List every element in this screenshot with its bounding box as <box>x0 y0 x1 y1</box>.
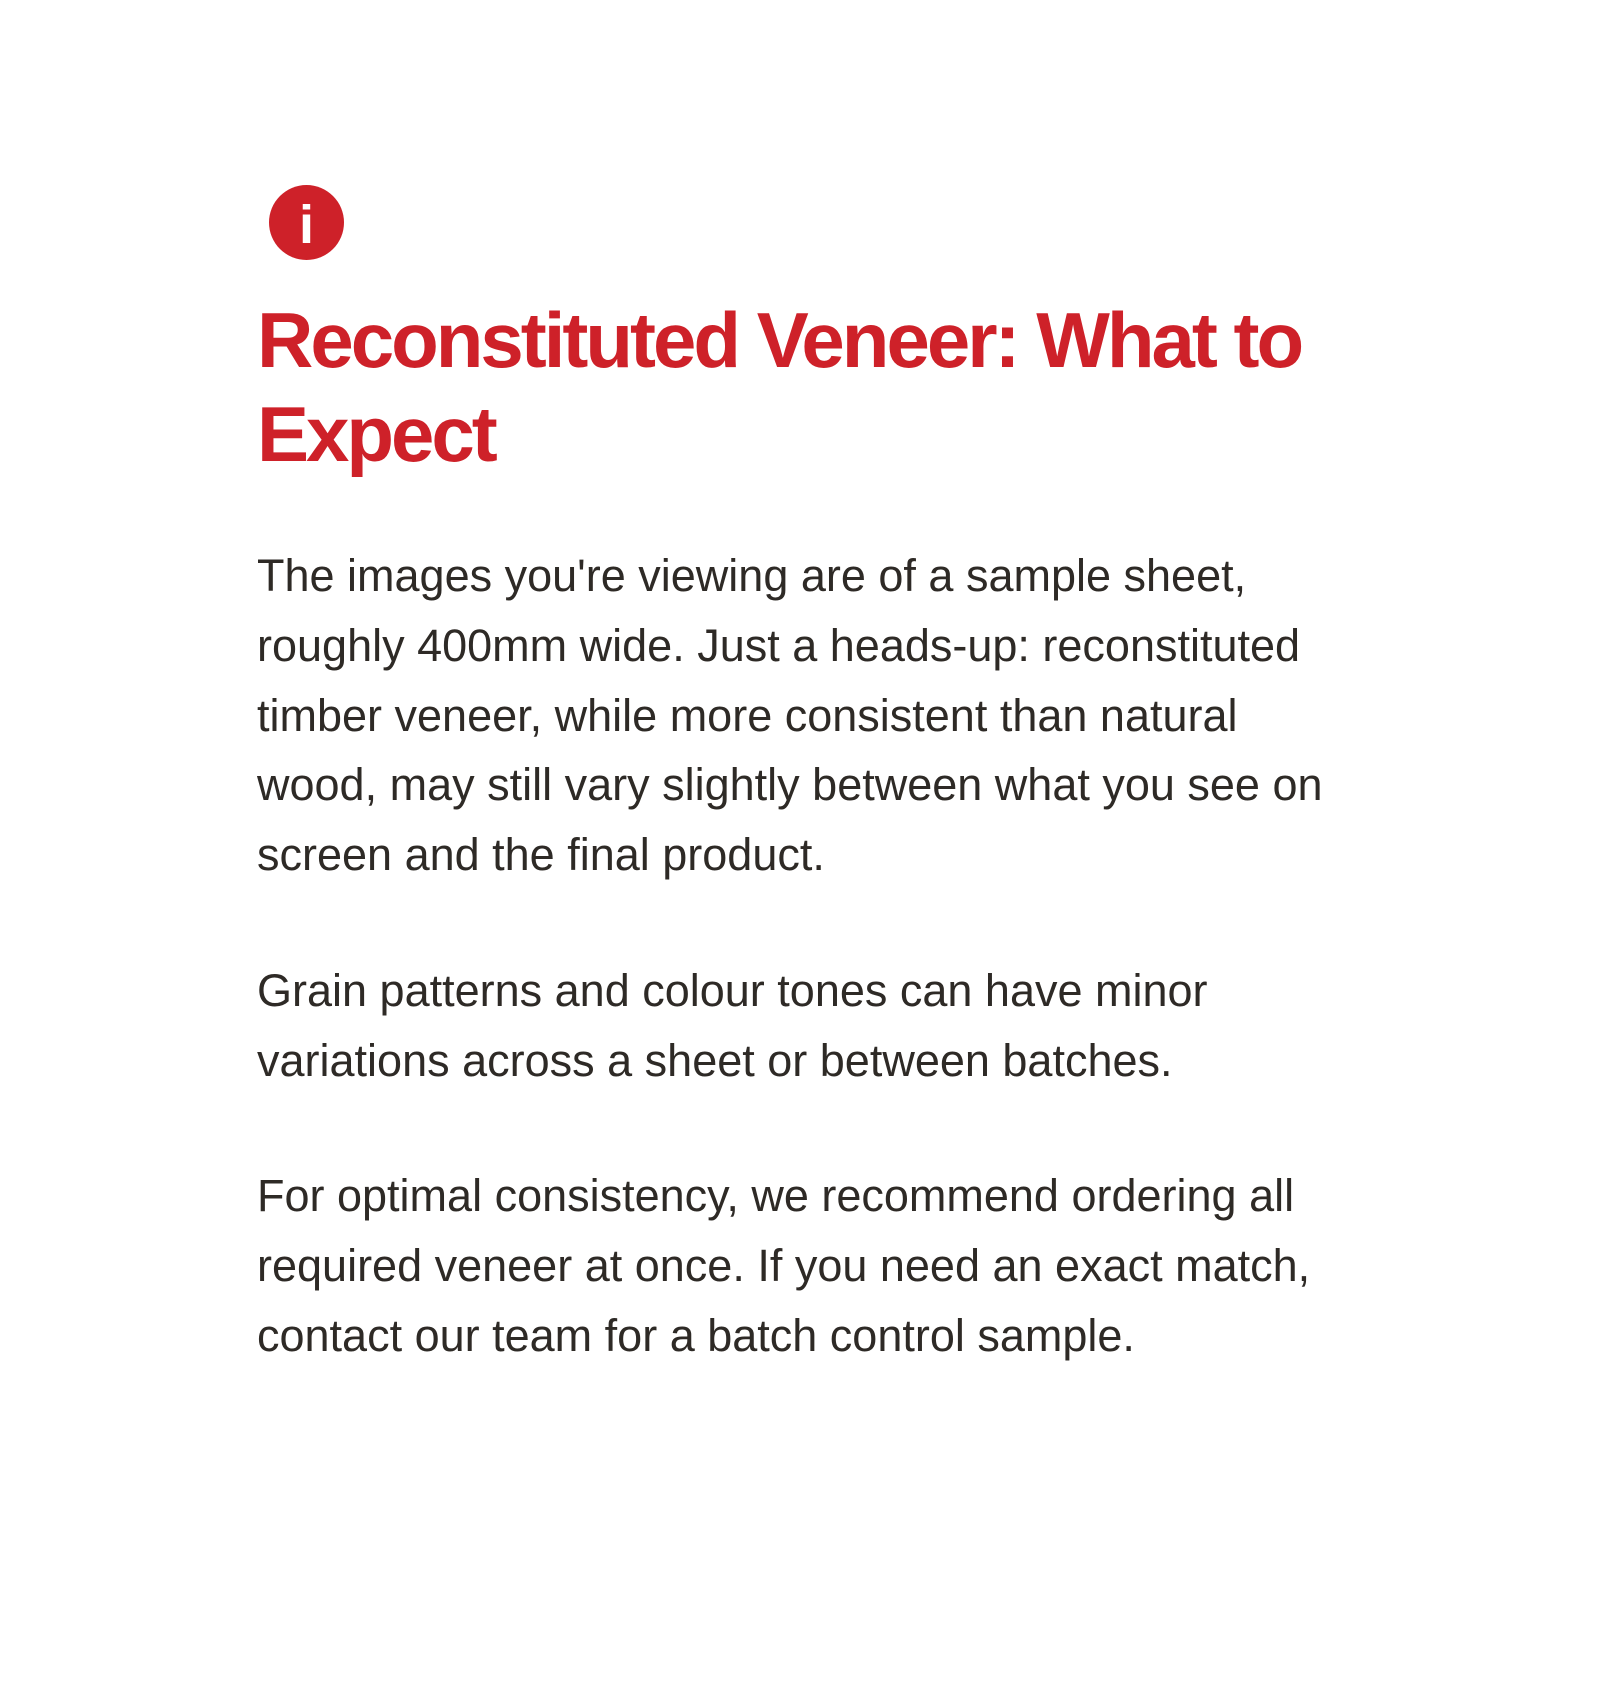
paragraph-ordering-advice: For optimal consistency, we recommend ordering all required veneer at once. If you need an exact match, contact our team for a batch control sample. <box>257 1170 1311 1361</box>
section-heading: Reconstituted Veneer: What to Expect <box>257 296 1302 478</box>
info-notice-section <box>257 185 1367 1371</box>
paragraph-grain-variation: Grain patterns and colour tones can have minor variations across a sheet or between batches. <box>257 964 1208 1086</box>
info-icon <box>269 185 344 260</box>
info-icon-glyph: i <box>298 194 314 255</box>
paragraph-sample-sheet: The images you're viewing are of a sample sheet, roughly 400mm wide. Just a heads-up: reconstituted timber veneer, while more consistent than natural wood, may still vary slightly between what you see on screen and the final product. <box>257 550 1323 881</box>
